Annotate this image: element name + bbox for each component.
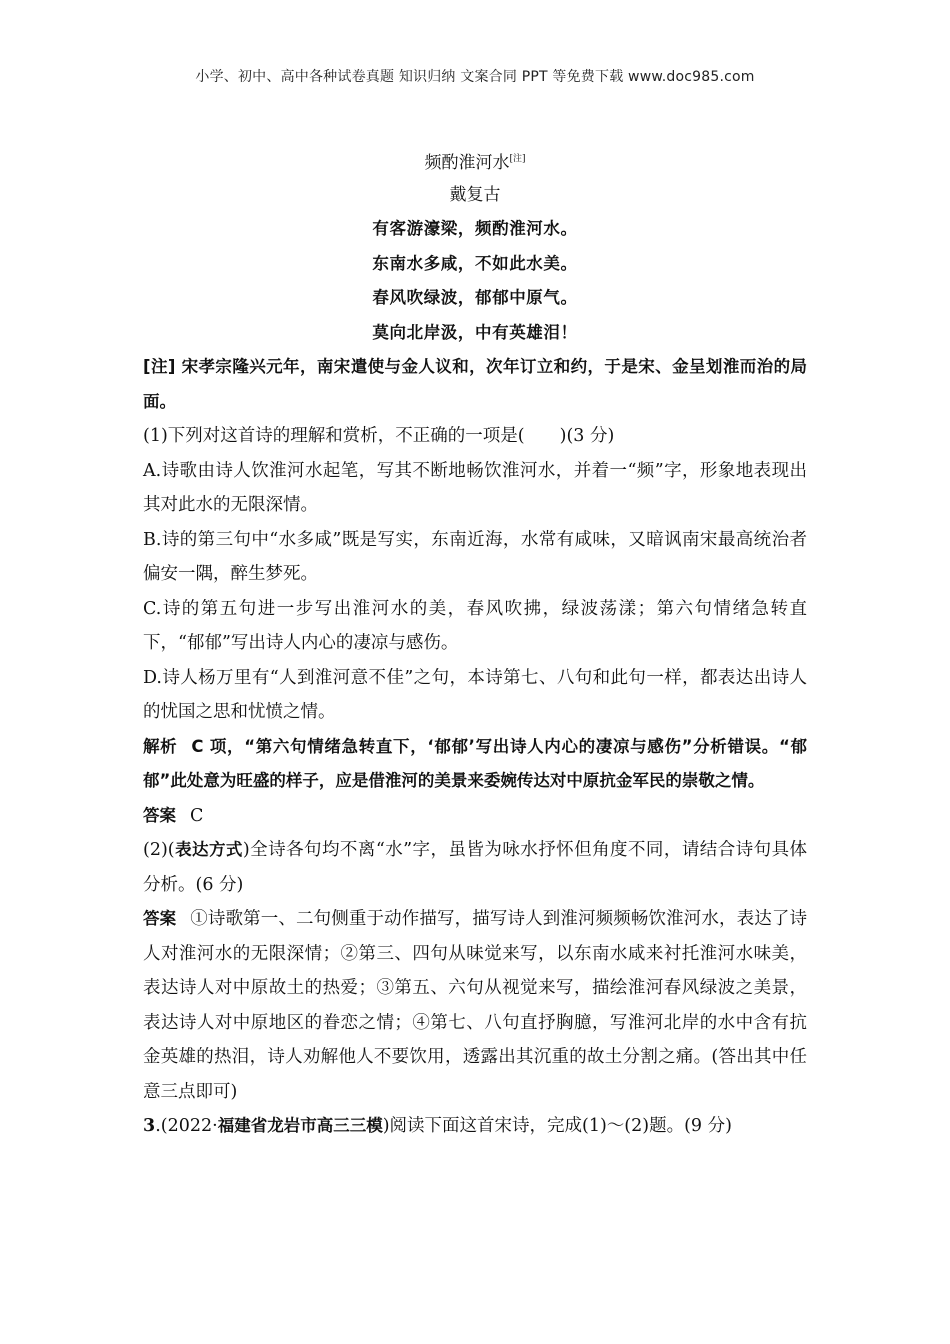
question-1-answer: [143, 799, 807, 834]
question-1-option-b: B.诗的第三句中“水多咸”既是写实，东南近海，水常有咸味，又暗讽南宋最高统治者偏安一隅，醉生梦死。: [143, 529, 807, 584]
analysis-label: 解析: [143, 736, 178, 756]
analysis-text: C 项，“第六句情绪急转直下，‘郁郁’写出诗人内心的凄凉与感伤”分析错误。“郁郁”此处意为旺盛的样子，应是借淮河的美景来委婉传达对中原抗金军民的崇敬之情。: [143, 736, 807, 790]
question-3-text: )阅读下面这首宋诗，完成(1)～(2)题。(9 分): [382, 1116, 732, 1136]
poem-line-1: 有客游濠梁，频酌淮河水。: [372, 219, 578, 238]
question-1-option-a: A.诗歌由诗人饮淮河水起笔，写其不断地畅饮淮河水，并着一“频”字，形象地表现出其对此水的无限深情。: [143, 460, 807, 515]
question-2-stem: [143, 833, 807, 902]
answer-label-2: 答案: [143, 909, 177, 928]
question-2-answer: [143, 902, 807, 1109]
poem-title: [143, 144, 807, 178]
page-header-banner: 小学、初中、高中各种试卷真题 知识归纳 文案合同 PPT 等免费下载 www.doc985.com: [195, 69, 755, 85]
question-3-source: 福建省龙岩市高三三模: [217, 1116, 383, 1135]
poem-title-text: 频酌淮河水: [424, 153, 510, 173]
document-body: [143, 144, 807, 1144]
question-3-number: 3: [143, 1116, 156, 1136]
question-1-stem: (1)下列对这首诗的理解和赏析，不正确的一项是( )(3 分): [143, 426, 615, 446]
answer-text-2: ①诗歌第一、二句侧重于动作描写，描写诗人到淮河频频畅饮淮河水，表达了诗人对淮河水的无限深情；②第三、四句从味觉来写，以东南水咸来衬托淮河水味美，表达诗人对中原故土的热爱；③第五、六句从视觉来写，描绘淮河春风绿波之美景，表达诗人对中原地区的眷恋之情；④第七、八句直抒胸臆，写淮河北岸的水中含有抗金英雄的热泪，诗人劝解他人不要饮用，透露出其沉重的故土分割之痛。(答出其中任意三点即可): [143, 909, 807, 1102]
poem-line-2: 东南水多咸，不如此水美。: [372, 253, 578, 273]
question-1-option-c: C.诗的第五句进一步写出淮河水的美，春风吹拂，绿波荡漾；第六句情绪急转直下，“郁郁”写出诗人内心的凄凉与感伤。: [143, 598, 807, 653]
poem-author: 戴复古: [449, 185, 501, 205]
poem-note: [注] 宋孝宗隆兴元年，南宋遣使与金人议和，次年订立和约，于是宋、金呈划淮而治的局面。: [143, 357, 807, 411]
answer-label: 答案: [143, 805, 176, 825]
question-1-option-d: D.诗人杨万里有“人到淮河意不佳”之句，本诗第七、八句和此句一样，都表达出诗人的忧国之思和忧愤之情。: [143, 667, 807, 722]
question-2-text: )全诗各句均不离“水”字，虽皆为咏水抒怀但角度不同，请结合诗句具体分析。(6 分): [143, 840, 808, 895]
note-marker: [注]: [509, 154, 526, 164]
question-2-tag: 表达方式: [174, 840, 243, 859]
poem-line-4: 莫向北岸汲，中有英雄泪！: [372, 322, 578, 342]
question-2-number: (2)(: [143, 840, 175, 860]
answer-text: C: [190, 805, 204, 826]
question-3-heading: [143, 1109, 807, 1144]
question-1-analysis: [143, 730, 807, 799]
question-3-open: .(2022·: [155, 1116, 218, 1136]
poem-line-3: 春风吹绿波，郁郁中原气。: [372, 288, 578, 307]
